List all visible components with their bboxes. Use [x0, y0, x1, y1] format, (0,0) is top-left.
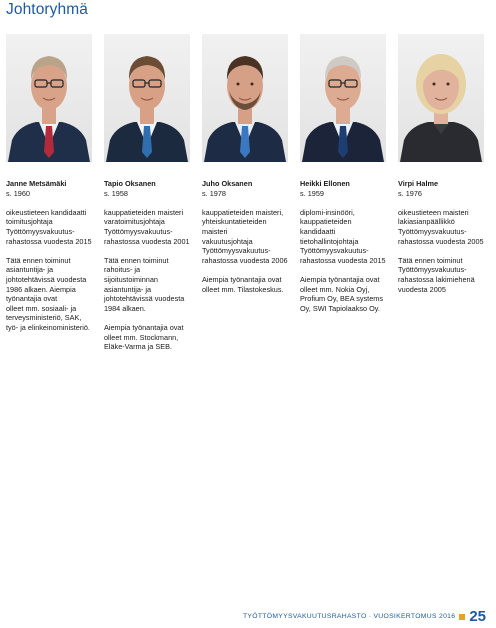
eye-right: [251, 83, 254, 86]
member-virpi-halme: [398, 179, 490, 304]
member-bio-paragraph: diplomi-insinööri, kauppatieteiden kandidaatti tietohallintojohtaja Työttömyysvakuutus- rahastossa vuodesta 2015: [300, 207, 386, 265]
page-footer: [243, 608, 486, 625]
member-bio-paragraph: kauppatieteiden maisteri varatoimitusjohtaja Työttömyysvakuutus- rahastossa vuodesta 2001: [104, 207, 190, 246]
portrait-virpi-halme: [398, 34, 484, 162]
neck-shape: [238, 108, 252, 124]
member-bio: [202, 208, 294, 294]
member-bio-paragraph: Aiempia työnantajia ovat olleet mm. Nokia Oyj, Profium Oy, BEA systems Oy, SWI Tapiolaakso Oy.: [300, 274, 383, 313]
member-juho-oksanen: [202, 179, 294, 304]
page-title: Johtoryhmä: [6, 1, 88, 18]
portrait-juho-oksanen: [202, 34, 288, 162]
portrait-illustration: [104, 34, 190, 162]
member-born: s. 1959: [300, 188, 324, 198]
member-name: Tapio Oksanen: [104, 179, 156, 188]
member-heikki-ellonen: [300, 179, 392, 323]
member-born: s. 1958: [104, 188, 128, 198]
portrait-row: [6, 34, 490, 162]
neck-shape: [336, 108, 350, 124]
member-bio-paragraph: Tätä ennen toiminut asiantuntija- ja johtotehtävissä vuodesta 1986 alkaen. Aiempia työnantajia ovat olleet mm. sosiaali- ja terveysministeriö, SAK, työ- ja elinkeinoministeriö.: [6, 255, 90, 332]
neck-shape: [140, 108, 154, 124]
portrait-illustration: [398, 34, 484, 162]
eye-left: [237, 83, 240, 86]
footer-text: TYÖTTÖMYYSVAKUUTUSRAHASTO · VUOSIKERTOMUS 2016: [242, 613, 456, 620]
member-bio: [6, 208, 98, 333]
member-bio-paragraph: oikeustieteen kandidaatti toimitusjohtaja Työttömyysvakuutus- rahastossa vuodesta 2015: [6, 207, 92, 246]
portrait-illustration: [6, 34, 92, 162]
member-born: s. 1976: [398, 188, 422, 198]
member-name: Heikki Ellonen: [300, 179, 350, 188]
member-bio-paragraph: Aiempia työnantajia ovat olleet mm. Stockmann, Eläke-Varma ja SEB.: [104, 322, 184, 352]
member-janne-metsamaki: [6, 179, 98, 342]
member-born: s. 1960: [6, 188, 30, 198]
member-bio: [398, 208, 490, 294]
member-bio: [104, 208, 196, 352]
footer-accent-square: [459, 614, 465, 620]
portrait-illustration: [202, 34, 288, 162]
page-number: 25: [469, 608, 486, 625]
eye-right: [447, 83, 450, 86]
member-bio-paragraph: oikeustieteen maisteri lakiasianpäällikkö Työttömyysvakuutus- rahastossa vuodesta 2005: [398, 207, 484, 246]
neck-shape: [42, 108, 56, 124]
member-name: Virpi Halme: [398, 179, 439, 188]
member-bio-paragraph: Aiempia työnantajia ovat olleet mm. Tilastokeskus.: [202, 274, 284, 294]
portrait-janne-metsamaki: [6, 34, 92, 162]
member-name: Juho Oksanen: [202, 179, 253, 188]
member-tapio-oksanen: [104, 179, 196, 361]
portrait-illustration: [300, 34, 386, 162]
portrait-heikki-ellonen: [300, 34, 386, 162]
member-bio-paragraph: kauppatieteiden maisteri, yhteiskuntatieteiden maisteri vakuutusjohtaja Työttömyysvakuutus- rahastossa vuodesta 2006: [202, 207, 288, 265]
member-name: Janne Metsämäki: [6, 179, 67, 188]
member-born: s. 1978: [202, 188, 226, 198]
member-bio-paragraph: Tätä ennen toiminut rahoitus- ja sijoitustoiminnan asiantuntija- ja johtotehtävissä vuodesta 1984 alkaen.: [104, 255, 185, 313]
member-bio: [300, 208, 392, 314]
eye-left: [433, 83, 436, 86]
portrait-tapio-oksanen: [104, 34, 190, 162]
member-bio-paragraph: Tätä ennen toiminut Työttömyysvakuutus- rahastossa lakimiehenä vuodesta 2005: [398, 255, 475, 294]
